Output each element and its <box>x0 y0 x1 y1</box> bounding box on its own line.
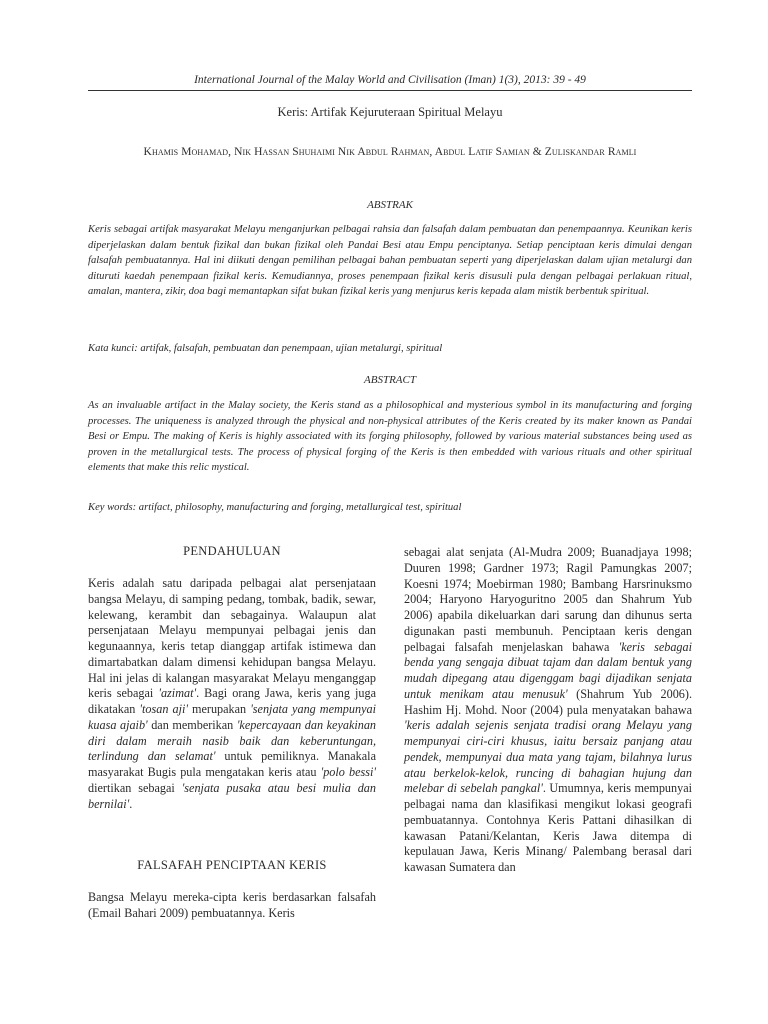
abstract-heading: ABSTRACT <box>364 374 416 386</box>
article-title: Keris: Artifak Kejuruteraan Spiritual Melayu <box>277 105 503 119</box>
abstrak-body: Keris sebagai artifak masyarakat Melayu menganjurkan pelbagai rahsia dan falsafah dalam pembuatan dan penempaannya. Keunikan keris diperjelaskan dalam bentuk fizikal dan bukan fizikal oleh Pandai Besi atau Empu penciptanya. Setiap penciptaan keris dimulai dengan falsafah pembuatannya. Hal ini diikuti dengan pemilihan pelbagai bahan pembuatan seperti yang diperjelaskan dalam ujian metalurgi dan dituruti kaedah penempaan fizikal keris. Kemudiannya, proses penempaan fizikal keris disusuli pula dengan pelbagai perlakuan ritual, amalan, mantera, zikir, doa bagi memantapkan sifat bukan fizikal keris yang menjurus keris kepada alam mistik berbentuk spiritual. <box>88 224 692 297</box>
journal-header: International Journal of the Malay World and Civilisation (Iman) 1(3), 2013: 39 - 49 <box>194 74 586 86</box>
header-rule <box>88 90 692 91</box>
pendahuluan-paragraph: Keris adalah satu daripada pelbagai alat persenjataan bangsa Melayu, di samping pedang, tombak, badik, sewar, kelewang, kerambit dan sebagainya. Walaupun alat persenjataan Melayu mempunyai pelbagai jenis dan kegunaannya, keris tetap dianggap artifak istimewa dan dimartabatkan dalam dimensi kehidupan bangsa Melayu. Hal ini jelas di kalangan masyarakat Melayu menganggap keris sebagai 'azimat'. Bagi orang Jawa, keris yang juga dikatakan 'tosan aji' merupakan 'senjata yang mempunyai kuasa ajaib' dan memberikan 'kepercayaan dan keyakinan diri dalam meraih nasib baik dan keberuntungan, terlindung dan selamat' untuk pemiliknya. Manakala masyarakat Bugis pula mengatakan keris atau 'polo bessi' diertikan sebagai 'senjata pusaka atau besi mulia dan bernilai'. <box>88 576 377 811</box>
right-column-paragraph: sebagai alat senjata (Al-Mudra 2009; Buanadjaya 1998; Duuren 1998; Gardner 1973; Ragil Pamungkas 2007; Koesni 1974; Moebirman 1980; Bambang Harsrinuksmo 2004; Haryono Haryoguritno 2005 dan Shahrum Yub 2006) apabila dikeluarkan dari sarung dan dihunus serta digunakan pasti membunuh. Penciptaan keris dengan pelbagai falsafah menjelaskan bahawa 'keris sebagai benda yang sengaja dibuat tajam dan dalam bentuk yang mudah dipegang atau digenggam bagi dijadikan senjata untuk menikam atau menusuk' (Shahrum Yub 2006). Hashim Hj. Mohd. Noor (2004) pula menyatakan bahawa 'keris adalah sejenis senjata tradisi orang Melayu yang mempunyai ciri-ciri khusus, iaitu bersaiz panjang atau pendek, mempunyai dua mata yang tajam, bilahnya lurus atau berkelok-kelok, runcing di bahagian hujung dan melebar di sebelah pangkal'. Umumnya, keris mempunyai pelbagai nama dan klasifikasi mengikut lokasi geografi pembuatannya. Contohnya Keris Pattani dihasilkan di kawasan Patani/Kelantan, Keris Jawa ditempa di kepulauan Jawa, Keris Minang/ Palembang berasal dari kawasan Sumatera dan <box>404 545 692 874</box>
section-heading-pendahuluan: PENDAHULUAN <box>183 544 281 558</box>
abstrak-heading: ABSTRAK <box>367 199 413 211</box>
abstract-keywords: Key words: artifact, philosophy, manufacturing and forging, metallurgical test, spiritual <box>88 502 462 513</box>
abstrak-keywords: Kata kunci: artifak, falsafah, pembuatan dan penempaan, ujian metalurgi, spiritual <box>88 343 443 354</box>
abstract-body: As an invaluable artifact in the Malay society, the Keris stand as a philosophical and mysterious symbol in its manufacturing and forging processes. The uniqueness is analyzed through the physical and non-physical attributes of the Keris created by its maker known as Pandai Besi or Empu. The making of Keris is highly associated with its forging philosophy, followed by various material substances being used as proven in the metallurgical tests. The process of physical forging of the Keris is then embedded with various rituals and other spiritual elements that make this relic mystical. <box>88 400 692 473</box>
section-heading-falsafah: FALSAFAH PENCIPTAAN KERIS <box>137 858 327 872</box>
article-authors: Khamis Mohamad, Nik Hassan Shuhaimi Nik Abdul Rahman, Abdul Latif Samian & Zuliskandar Ramli <box>143 146 637 158</box>
falsafah-paragraph: Bangsa Melayu mereka-cipta keris berdasarkan falsafah (Email Bahari 2009) pembuatannya. Keris <box>88 890 376 920</box>
